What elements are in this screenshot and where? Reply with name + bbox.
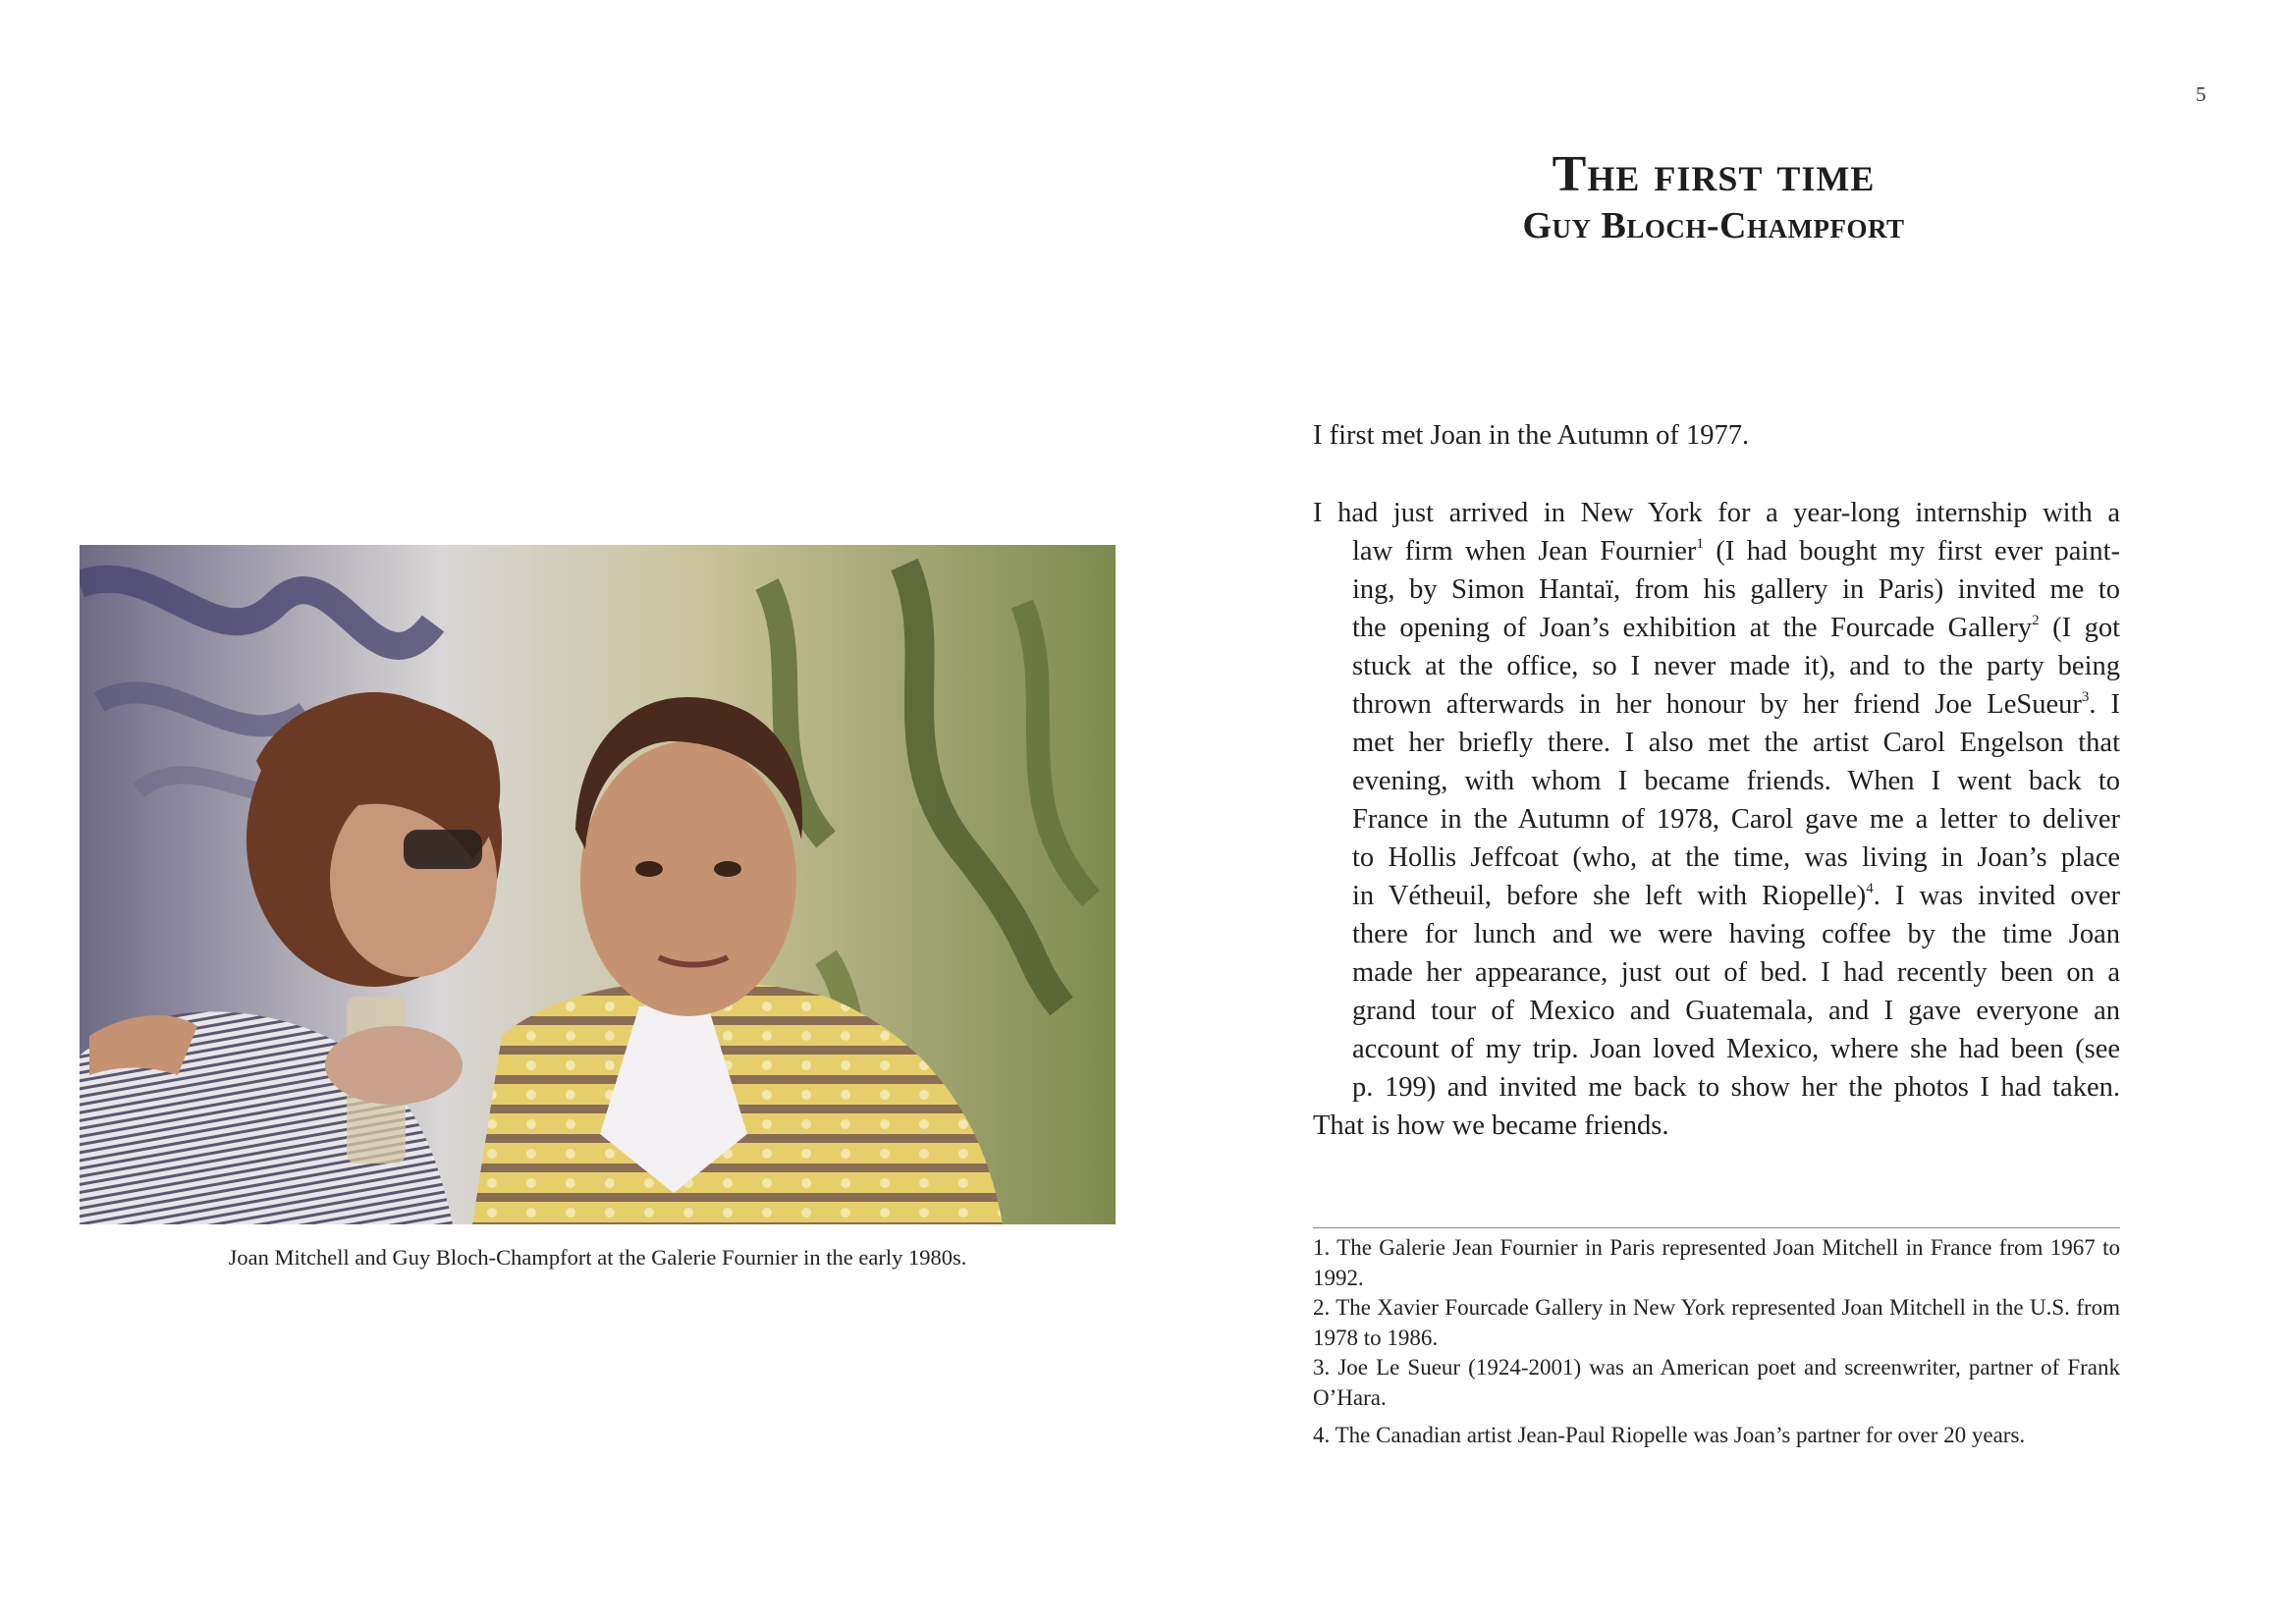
line-text: thrown afterwards in her honour by her friend Joe LeSueur: [1352, 689, 2082, 720]
footnote-1: 1. The Galerie Jean Fournier in Paris represented Joan Mitchell in France from 1967 to 1992.: [1313, 1235, 2120, 1290]
line-text: ing, by Simon Hantaï, from his gallery in Paris) invited me to: [1352, 574, 2120, 605]
line-text: the opening of Joan’s exhibition at the Fourcade Gallery: [1352, 613, 2033, 643]
paragraph-line: [1313, 992, 2120, 1030]
paragraph-line: [1313, 685, 2120, 724]
main-paragraph: [1313, 494, 2120, 1145]
photo-illustration: [80, 545, 1116, 1224]
line-text: account of my trip. Joan loved Mexico, where she had been (see: [1352, 1034, 2120, 1064]
paragraph-line: [1313, 647, 2120, 685]
chapter-heading: [1306, 145, 2121, 247]
paragraph-line: [1313, 724, 2120, 762]
footnotes: [1313, 1233, 2120, 1451]
paragraph-line: [1313, 1068, 2120, 1107]
footnote-3: 3. Joe Le Sueur (1924-2001) was an American poet and screenwriter, partner of Frank O’Hara.: [1313, 1355, 2120, 1410]
line-text: stuck at the office, so I never made it), and to the party being: [1352, 651, 2120, 681]
line-text: grand tour of Mexico and Guatemala, and I gave everyone an: [1352, 996, 2120, 1026]
line-text: I had just arrived in New York for a year-long internship with a: [1313, 498, 2120, 528]
footnote-divider: [1313, 1227, 2120, 1228]
line-text: made her appearance, just out of bed. I had recently been on a: [1352, 957, 2120, 988]
paragraph-line: [1313, 494, 2120, 532]
paragraph-line: [1313, 915, 2120, 953]
line-text: there for lunch and we were having coffee by the time Joan: [1352, 919, 2120, 949]
line-text: France in the Autumn of 1978, Carol gave me a letter to deliver: [1352, 804, 2120, 835]
line-text: in Vétheuil, before she left with Riopelle): [1352, 881, 1867, 911]
line-text-after: (I had bought my first ever paint-: [1703, 536, 2120, 567]
chapter-title: The first time: [1552, 146, 1876, 202]
paragraph-line: [1313, 609, 2120, 647]
line-text-after: . I was invited over: [1873, 881, 2121, 911]
line-text: to Hollis Jeffcoat (who, at the time, was living in Joan’s place: [1352, 842, 2120, 873]
paragraph-line: [1313, 839, 2120, 877]
paragraph-line: [1313, 1107, 2120, 1145]
page-number: 5: [2196, 82, 2207, 106]
footnote-2: 2. The Xavier Fourcade Gallery in New York represented Joan Mitchell in the U.S. from 1978 to 1986.: [1313, 1295, 2120, 1350]
line-text: met her briefly there. I also met the artist Carol Engelson that: [1352, 728, 2120, 758]
paragraph-line: [1313, 1030, 2120, 1068]
footnote-marker: 2: [2032, 613, 2040, 628]
paragraph-line: [1313, 800, 2120, 839]
paragraph-line: [1313, 877, 2120, 915]
photo-caption: Joan Mitchell and Guy Bloch-Champfort at the Galerie Fournier in the early 1980s.: [228, 1245, 967, 1270]
line-text-after: . I: [2089, 689, 2120, 720]
chapter-author: Guy Bloch-Champfort: [1522, 205, 1905, 246]
footnote-marker: 1: [1696, 536, 1704, 552]
line-text-after: (I got: [2039, 613, 2120, 643]
line-text: That is how we became friends.: [1313, 1110, 1669, 1141]
photo-joan-mitchell-and-guy: [80, 545, 1116, 1224]
footnote-marker: 4: [1866, 881, 1874, 896]
line-text: law firm when Jean Fournier: [1352, 536, 1697, 567]
opening-paragraph: I first met Joan in the Autumn of 1977.: [1313, 420, 1750, 451]
paragraph-line: [1313, 953, 2120, 992]
footnote-marker: 3: [2081, 689, 2090, 705]
line-text: evening, with whom I became friends. When I went back to: [1352, 766, 2120, 796]
paragraph-line: [1313, 532, 2120, 570]
paragraph-line: [1313, 762, 2120, 800]
paragraph-line: [1313, 570, 2120, 609]
line-text: p. 199) and invited me back to show her the photos I had taken.: [1352, 1072, 2120, 1103]
footnote-4: 4. The Canadian artist Jean-Paul Riopelle was Joan’s partner for over 20 years.: [1313, 1423, 2026, 1447]
